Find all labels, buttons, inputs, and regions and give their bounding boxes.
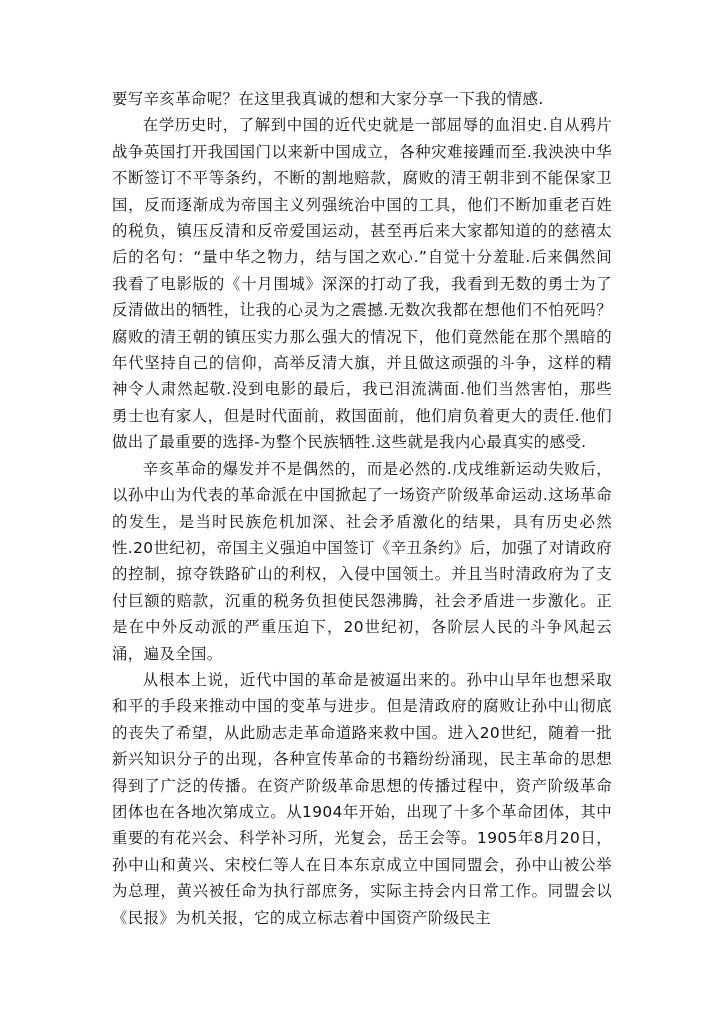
document-body <box>112 86 612 931</box>
paragraph-revolution-cause: 辛亥革命的爆发并不是偶然的，而是必然的.戊戌维新运动失败后，以孙中山为代表的革命派在中国掀起了一场资产阶级革命运动.这场革命的发生，是当时民族危机加深、社会矛盾激化的结果，具有历史必然性.20世纪初，帝国主义强迫中国签订《辛丑条约》后，加强了对请政府的控制，掠夺铁路矿山的利权，入侵中国领土。并且当时清政府为了支付巨额的赔款，沉重的税务负担使民怨沸腾，社会矛盾进一步激化。正是在中外反动派的严重压迫下，20世纪初，各阶层人民的斗争风起云涌，遍及全国。 <box>112 459 612 663</box>
paragraph-history-study: 在学历史时，了解到中国的近代史就是一部屈辱的血泪史.自从鸦片战争英国打开我国国门以来新中国成立，各种灾难接踵而至.我泱泱中华不断签订不平等条约，不断的割地赔款，腐败的清王朝非到不能保家卫国，反而逐渐成为帝国主义列强统治中国的工具，他们不断加重老百姓的税负，镇压反清和反帝爱国运动，甚至再后来大家都知道的的慈禧太后的名句：“量中华之物力，结与国之欢心.”自觉十分羞耻.后来偶然间我看了电影版的《十月围城》深深的打动了我，我看到无数的勇士为了反清做出的牺牲，让我的心灵为之震撼.无数次我都在想他们不怕死吗？腐败的清王朝的镇压实力那么强大的情况下，他们竟然能在那个黑暗的年代坚持自己的信仰，高举反清大旗，并且做这顽强的斗争，这样的精神令人肃然起敬.没到电影的最后，我已泪流满面.他们当然害怕，那些勇士也有家人，但是时代面前，救国面前，他们肩负着更大的责任.他们做出了最重要的选择-为整个民族牺牲.这些就是我内心最真实的感受. <box>112 116 612 452</box>
paragraph-continuation: 要写辛亥革命呢？在这里我真诚的想和大家分享一下我的情感. <box>112 90 544 108</box>
paragraph-revolution-origin: 从根本上说，近代中国的革命是被逼出来的。孙中山早年也想采取和平的手段来推动中国的变革与进步。但是清政府的腐败让孙中山彻底的丧失了希望，从此励志走革命道路来救中国。进入20世纪，随着一批新兴知识分子的出现，各种宣传革命的书籍纷纷涌现，民主革命的思想得到了广泛的传播。在资产阶级革命思想的传播过程中，资产阶级革命团体也在各地次第成立。从1904年开始，出现了十多个革命团体，其中重要的有花兴会、科学补习所，光复会，岳王会等。1905年8月20日，孙中山和黄兴、宋校仁等人在日本东京成立中国同盟会，孙中山被公举为总理，黄兴被任命为执行部庶务，实际主持会内日常工作。同盟会以《民报》为机关报，它的成立标志着中国资产阶级民主 <box>112 670 612 927</box>
